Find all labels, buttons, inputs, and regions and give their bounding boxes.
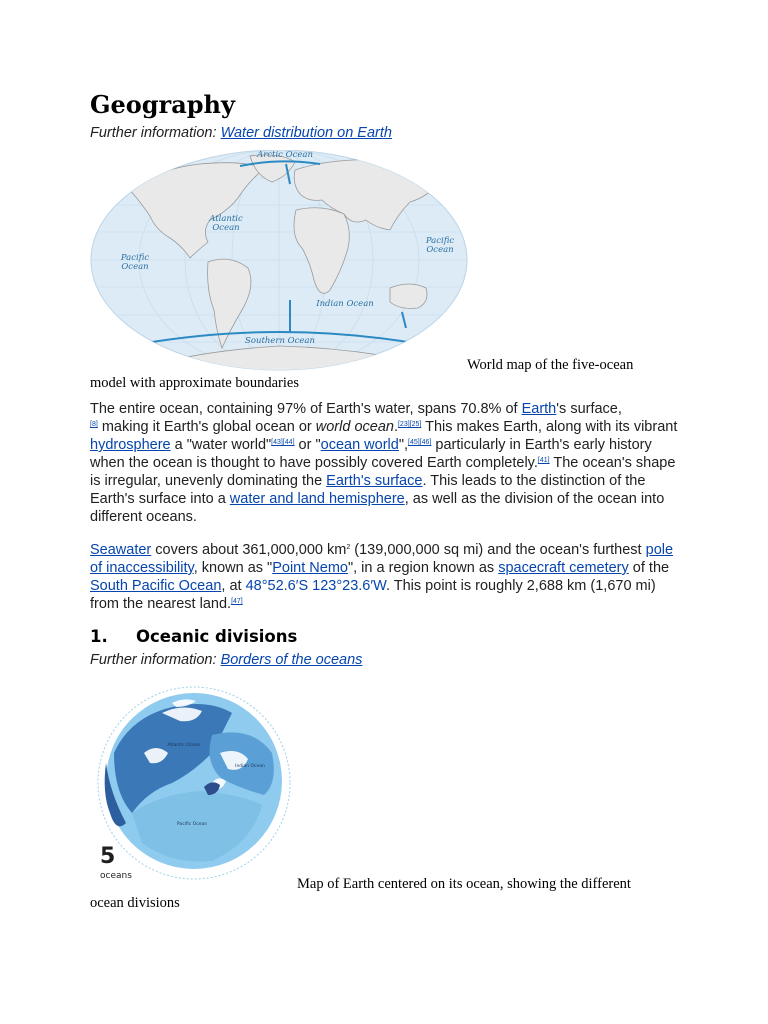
further-information-2 (90, 652, 362, 668)
land-australia (390, 284, 427, 308)
label-pacific-east-2: Ocean (426, 245, 454, 255)
caption2-line1: Map of Earth centered on its ocean, showing the different (297, 876, 631, 892)
section-heading-oceanic-divisions (90, 627, 297, 646)
caption1-line2: model with approximate boundaries (90, 375, 299, 391)
link-water-distribution[interactable]: Water distribution on Earth (220, 125, 392, 141)
label-pacific-west-2: Ocean (121, 262, 149, 272)
section-title: Oceanic divisions (136, 627, 298, 646)
label-atlantic-1: Atlantic (209, 214, 243, 224)
label-southern-ocean: Southern Ocean (245, 336, 315, 346)
label-indian-ocean: Indian Ocean (316, 299, 374, 309)
ref-45-46[interactable]: [45][46] (408, 439, 432, 446)
link-seawater[interactable]: Seawater (90, 542, 152, 558)
further-information-1 (90, 125, 392, 141)
ref-43-44[interactable]: [43][44] (271, 439, 295, 446)
label-pacific-east-1: Pacific (425, 236, 455, 246)
ocean-count: 5 (100, 844, 116, 869)
five-oceans-globe-map (92, 683, 292, 883)
link-earth[interactable]: Earth (521, 401, 557, 417)
label-indian-ocean: Indian Ocean (235, 764, 265, 769)
label-atlantic-ocean: Atlantic Ocean (167, 743, 201, 748)
label-arctic-ocean: Arctic Ocean (257, 150, 313, 160)
paragraph-seawater: Seawater covers about 361,000,000 $km^2$ (139,000,000 sq mi) and the ocean's furthest pole of inaccessibility, known as "Point Nemo", in a region known as spacecraft cemetery of the South Pacific Ocean, at 48°52.6′S 123°23.6′W. This point is roughly 2,688 km (1,670 mi) from the nearest land.[47] (90, 542, 674, 612)
label-pacific-west-1: Pacific (120, 253, 150, 263)
ref-41[interactable]: [41] (537, 457, 550, 464)
further-label: Further information: (90, 652, 221, 668)
caption1-line1: World map of the five-ocean (467, 357, 634, 373)
world-map-five-oceans (90, 150, 468, 372)
label-pacific-ocean: Pacific Ocean (176, 822, 208, 827)
ref-47[interactable]: [47] (231, 598, 243, 605)
ocean-count-label: oceans (100, 871, 132, 881)
link-earths-surface[interactable]: Earth's surface (326, 473, 423, 489)
link-spacecraft-cemetery[interactable]: spacecraft cemetery (498, 560, 629, 576)
link-south-pacific-ocean[interactable]: South Pacific Ocean (90, 578, 222, 594)
link-borders-of-oceans[interactable]: Borders of the oceans (220, 652, 363, 668)
section-number: 1. (90, 627, 108, 646)
link-ocean-world[interactable]: ocean world (320, 437, 399, 453)
page-heading: Geography (90, 90, 235, 119)
link-coordinates[interactable]: 48°52.6′S 123°23.6′W (245, 578, 386, 594)
ref-23-25[interactable]: [23][25] (397, 421, 422, 428)
link-point-nemo[interactable]: Point Nemo (272, 560, 348, 576)
paragraph-ocean-overview: The entire ocean, containing 97% of Earth's water, spans 70.8% of Earth's surface, [8] making it Earth's global ocean or world ocean.[23][25] This makes Earth, along with its vibrant hydrosphere a "water world"[43][44] or "ocean world",[45][46] particularly in Earth's early history when the ocean is thought to have possibly covered Earth completely.[41] The ocean's shape is irregular, unevenly dominating the Earth's surface. This leads to the distinction of the Earth's surface into a water and land hemisphere, as well as the division of the ocean into different oceans. (90, 401, 678, 525)
ref-8[interactable]: [8] (90, 421, 98, 428)
label-atlantic-2: Ocean (212, 223, 240, 233)
link-hydrosphere[interactable]: hydrosphere (90, 437, 171, 453)
link-water-land-hemisphere[interactable]: water and land hemisphere (229, 491, 405, 507)
further-label: Further information: (90, 125, 221, 141)
caption2-line2: ocean divisions (90, 895, 180, 911)
link-pole-of-inaccessibility[interactable]: pole of inaccessibility (90, 542, 674, 576)
